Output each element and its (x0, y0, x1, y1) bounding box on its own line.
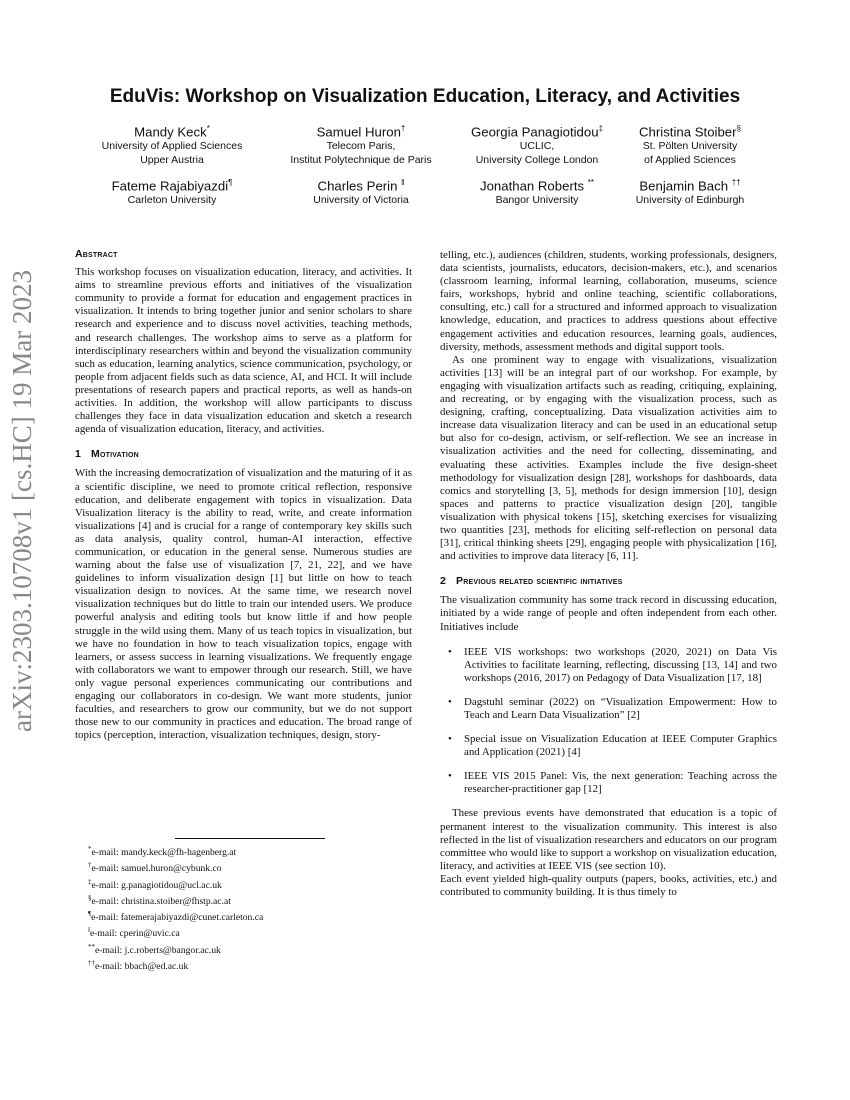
initiatives-list (440, 646, 777, 797)
section2-paragraph: These previous events have demonstrated that education is a topic of permanent interest to the visualization community. This interest is also reflected in the list of visualization researchers and educators on our program committee who would like to support a workshop on visualization education, literacy, and activities at IEEE VIS (see section 10). (440, 807, 777, 872)
section1-continued: telling, etc.), audiences (children, students, working professionals, designers, data scientists, journalists, educators, decision-makers, etc.), and scenarios (classroom learning, informal learning, collaboration, museums, science fairs, workshops, hybrid and online teaching, scientific collaborations, consulting, etc.) call for a structured and informed approach to visualization knowledge, education, and practices to address questions about effective engagement activities and education resources, learning goals, audiences, diversity, methods, assessment methods and digital support tools. (440, 249, 777, 353)
abstract-text: This workshop focuses on visualization education, literacy, and activities. It aims to streamline previous efforts and initiatives of the visualization community to provide a format for education and engagement practices in visualization. It intends to bring together junior and senior scholars to share research and experience and to discuss novel activities, teaching methods, and research challenges. The workshop aims to serve as a platform for interdisciplinary researchers within and beyond the visualization community such as education, learning analytics, science communication, psychology, or people from adjacent fields such as data science, AI, and HCI. It will include presentations of research papers and practical reports, as well as hands-on activities. In addition, the workshop will allow participants to discuss challenges they face in data visualization education and sketch a research agenda of visualization education, literacy, and activities. (75, 266, 412, 436)
author-affiliation: Institut Polytechnique de Paris (290, 153, 432, 166)
author-affiliation: Bangor University (495, 194, 579, 207)
author-affiliation: University of Applied Sciences (101, 140, 243, 153)
left-column (75, 248, 412, 742)
author-affiliation: University of Victoria (313, 194, 409, 207)
footnote: ‡e-mail: g.panagiotidou@ucl.ac.uk (88, 877, 222, 891)
author-affiliation: University College London (475, 153, 599, 166)
author-name: Georgia Panagiotidou‡ (470, 124, 604, 140)
author-block (595, 120, 785, 167)
author-name: Samuel Huron† (316, 124, 406, 140)
author-affiliation: Upper Austria (140, 153, 204, 166)
footnote: **e-mail: j.c.roberts@bangor.ac.uk (88, 942, 221, 956)
list-item: • Special issue on Visualization Education at IEEE Computer Graphics and Application (2021) [4] (448, 733, 777, 759)
right-column (440, 249, 777, 899)
footnote: §e-mail: christina.stoiber@fhstp.ac.at (88, 893, 231, 908)
author-name: Benjamin Bach †† (639, 178, 741, 194)
section1-paragraph: As one prominent way to engage with visualizations, visualization activities [13] will be an integral part of our workshop. For example, by engaging with visualization artifacts such as reading, critiquing, explaining, and recreating, or by engaging with the visualization process, such as designing, crafting, conceptualizing. Data visualization activities aim to increase data visualization literacy and can be used in an educational setup but also for co-design, activism, or self-reflection. We see an increase in visualization activities and the need for collecting, disseminating, and evaluating these activities. Examples include the five design-sheet methodology for visualization design [28], workshops for dashboards, data comics and storytelling [3, 5], methods for design immersion [10], design spaces and patterns to practice visualization design [20], tangible visualization with physical tokens [15], sketching exercises for visualizing two quantities [23], methods for eliciting self-reflection on personal data [31], critical thinking sheets [29], engaging people with physicalization [16], and activities to improve data literacy [6, 11]. (440, 353, 777, 563)
author-block (266, 174, 456, 208)
arxiv-identifier: arXiv:2303.10708v1 [cs.HC] 19 Mar 2023 (7, 270, 37, 732)
section-heading: 2 Previous related scientific initiatives (440, 575, 623, 588)
author-affiliation: of Applied Sciences (644, 153, 736, 166)
footnote-rule (175, 838, 325, 839)
section2-intro: The visualization community has some track record in discussing education, initiated by a wide range of people and often independent from each other. Initiatives include (440, 594, 777, 633)
author-block (595, 174, 785, 208)
footnote: ‖e-mail: cperin@uvic.ca (88, 926, 180, 940)
abstract-heading: Abstract (75, 248, 118, 260)
author-block (77, 120, 267, 167)
paper-title: EduVis: Workshop on Visualization Education, Literacy, and Activities (109, 86, 741, 107)
author-affiliation: University of Edinburgh (635, 194, 745, 207)
list-item: • Dagstuhl seminar (2022) on “Visualization Empowerment: How to Teach and Learn Data Visualization” [2] (448, 696, 777, 722)
author-name: Charles Perin ‖ (317, 178, 405, 194)
author-block (266, 120, 456, 167)
author-name: Jonathan Roberts ** (479, 178, 594, 194)
list-item: • IEEE VIS workshops: two workshops (2020, 2021) on Data Vis Activities to facilitate learning, reflecting, discussing [13, 14] and two workshops (2016, 2017) on Pedagogy of Data Visualization [17, 18] (448, 646, 777, 685)
list-item: • IEEE VIS 2015 Panel: Vis, the next generation: Teaching across the researcher-practitioner gap [12] (448, 770, 777, 796)
footnotes (88, 843, 263, 973)
author-affiliation: St. Pölten University (642, 140, 738, 153)
footnote: ††e-mail: bbach@ed.ac.uk (88, 958, 189, 973)
section-heading: 1 Motivation (75, 448, 139, 461)
author-affiliation: UCLIC, (519, 140, 555, 153)
footnote: ¶e-mail: fatemerajabiyazdi@cunet.carleton.ca (88, 910, 264, 924)
section2-paragraph-last: Each event yielded high-quality outputs (papers, books, activities, etc.) and contributed to community building. It is thus timely to (440, 872, 777, 899)
footnote: †e-mail: samuel.huron@cybunk.co (88, 861, 222, 875)
author-affiliation: Telecom Paris, (326, 140, 396, 153)
footnote: *e-mail: mandy.keck@fh-hagenberg.at (88, 845, 237, 859)
author-affiliation: Carleton University (127, 194, 217, 207)
section1-text: With the increasing democratization of visualization and the maturing of it as a scientific discipline, we need to promote critical reflection, responsive education, and deliberate engagement with topics in visualization. Data Visualization literacy is the ability to read, write, and create information visualizations [4] and is crucial for a range of contemporary key skills such as data analysis, quality control, human-AI interaction, effective communication, or education in the general sense. Numerous studies are warning about the false use of visualization [7, 21, 22], and we have guidelines to inform visualization design [1] but little on how to teach visualization design to novices. At the same time, we research novel visualization techniques but do little to train our intended users. We produce powerful analysis and editing tools but know little if and how people struggle in the wild using them. Many of us teach topics in visualization, but we have no foundation in how to teach visualization topics, engage with learners, or assess success in learning visualizations. We frequently engage with collaborators we want to empower through our research. Still, we have only vague personal experiences communicating our contributions and engaging our collaborators in co-design. We want more students, junior faculties, and researchers to grow our community, but we do not support those new to our community in practices and education. The broad range of topics (perception, interaction, visualization techniques, design, story- (75, 467, 412, 742)
author-block (77, 174, 267, 208)
author-name: Mandy Keck* (134, 124, 210, 140)
author-name: Christina Stoiber§ (639, 124, 741, 140)
author-name: Fateme Rajabiyazdi¶ (111, 178, 233, 194)
